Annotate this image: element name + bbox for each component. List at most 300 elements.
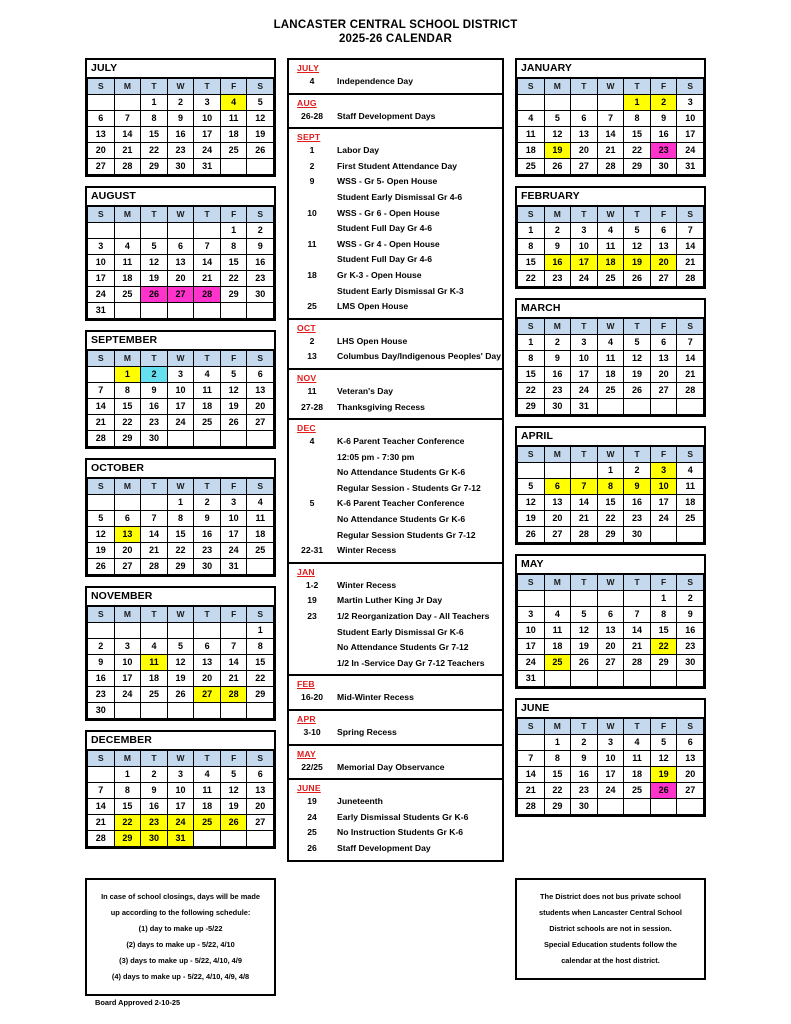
day-cell-17[interactable]: 17 <box>597 767 624 783</box>
day-cell-5[interactable]: 5 <box>167 639 194 655</box>
day-cell-19[interactable]: 19 <box>544 143 571 159</box>
day-cell-14[interactable]: 14 <box>88 399 115 415</box>
day-cell-8[interactable]: 8 <box>650 607 677 623</box>
day-cell-26[interactable]: 26 <box>220 815 247 831</box>
day-cell-11[interactable]: 11 <box>194 383 221 399</box>
day-cell-2[interactable]: 2 <box>544 223 571 239</box>
day-cell-14[interactable]: 14 <box>624 623 651 639</box>
day-cell-2[interactable]: 2 <box>194 495 221 511</box>
day-cell-26[interactable]: 26 <box>247 143 274 159</box>
day-cell-9[interactable]: 9 <box>544 239 571 255</box>
day-cell-16[interactable]: 16 <box>141 399 168 415</box>
day-cell-28[interactable]: 28 <box>194 287 221 303</box>
day-cell-28[interactable]: 28 <box>624 655 651 671</box>
day-cell-5[interactable]: 5 <box>141 239 168 255</box>
day-cell-2[interactable]: 2 <box>677 591 704 607</box>
day-cell-29[interactable]: 29 <box>624 159 651 175</box>
day-cell-27[interactable]: 27 <box>597 655 624 671</box>
day-cell-24[interactable]: 24 <box>571 271 598 287</box>
day-cell-23[interactable]: 23 <box>544 271 571 287</box>
day-cell-16[interactable]: 16 <box>544 367 571 383</box>
day-cell-31[interactable]: 31 <box>571 399 598 415</box>
day-cell-8[interactable]: 8 <box>141 111 168 127</box>
day-cell-28[interactable]: 28 <box>220 687 247 703</box>
day-cell-7[interactable]: 7 <box>571 479 598 495</box>
day-cell-7[interactable]: 7 <box>677 335 704 351</box>
day-cell-14[interactable]: 14 <box>571 495 598 511</box>
day-cell-28[interactable]: 28 <box>88 831 115 847</box>
day-cell-12[interactable]: 12 <box>571 623 598 639</box>
day-cell-18[interactable]: 18 <box>544 639 571 655</box>
day-cell-13[interactable]: 13 <box>544 495 571 511</box>
day-cell-15[interactable]: 15 <box>167 527 194 543</box>
day-cell-23[interactable]: 23 <box>571 783 598 799</box>
day-cell-20[interactable]: 20 <box>88 143 115 159</box>
day-cell-13[interactable]: 13 <box>114 527 141 543</box>
day-cell-3[interactable]: 3 <box>571 335 598 351</box>
day-cell-21[interactable]: 21 <box>517 783 544 799</box>
day-cell-4[interactable]: 4 <box>544 607 571 623</box>
day-cell-23[interactable]: 23 <box>88 687 115 703</box>
day-cell-28[interactable]: 28 <box>677 271 704 287</box>
day-cell-20[interactable]: 20 <box>247 799 274 815</box>
day-cell-4[interactable]: 4 <box>624 735 651 751</box>
day-cell-3[interactable]: 3 <box>114 639 141 655</box>
day-cell-10[interactable]: 10 <box>220 511 247 527</box>
day-cell-25[interactable]: 25 <box>624 783 651 799</box>
day-cell-13[interactable]: 13 <box>650 239 677 255</box>
day-cell-29[interactable]: 29 <box>247 687 274 703</box>
day-cell-22[interactable]: 22 <box>114 415 141 431</box>
day-cell-1[interactable]: 1 <box>220 223 247 239</box>
day-cell-30[interactable]: 30 <box>141 431 168 447</box>
day-cell-12[interactable]: 12 <box>650 751 677 767</box>
day-cell-18[interactable]: 18 <box>677 495 704 511</box>
day-cell-28[interactable]: 28 <box>597 159 624 175</box>
day-cell-6[interactable]: 6 <box>677 735 704 751</box>
day-cell-15[interactable]: 15 <box>114 399 141 415</box>
day-cell-19[interactable]: 19 <box>624 255 651 271</box>
day-cell-2[interactable]: 2 <box>571 735 598 751</box>
day-cell-7[interactable]: 7 <box>88 783 115 799</box>
day-cell-7[interactable]: 7 <box>141 511 168 527</box>
day-cell-22[interactable]: 22 <box>517 271 544 287</box>
day-cell-24[interactable]: 24 <box>114 687 141 703</box>
day-cell-9[interactable]: 9 <box>544 351 571 367</box>
day-cell-7[interactable]: 7 <box>88 383 115 399</box>
day-cell-1[interactable]: 1 <box>517 335 544 351</box>
day-cell-10[interactable]: 10 <box>650 479 677 495</box>
day-cell-8[interactable]: 8 <box>247 639 274 655</box>
day-cell-16[interactable]: 16 <box>194 527 221 543</box>
day-cell-24[interactable]: 24 <box>650 511 677 527</box>
day-cell-11[interactable]: 11 <box>677 479 704 495</box>
day-cell-24[interactable]: 24 <box>88 287 115 303</box>
day-cell-28[interactable]: 28 <box>88 431 115 447</box>
day-cell-29[interactable]: 29 <box>220 287 247 303</box>
day-cell-18[interactable]: 18 <box>220 127 247 143</box>
day-cell-3[interactable]: 3 <box>677 95 704 111</box>
day-cell-19[interactable]: 19 <box>88 543 115 559</box>
day-cell-25[interactable]: 25 <box>597 383 624 399</box>
day-cell-3[interactable]: 3 <box>571 223 598 239</box>
day-cell-27[interactable]: 27 <box>88 159 115 175</box>
day-cell-1[interactable]: 1 <box>114 767 141 783</box>
day-cell-11[interactable]: 11 <box>624 751 651 767</box>
day-cell-27[interactable]: 27 <box>247 815 274 831</box>
day-cell-4[interactable]: 4 <box>141 639 168 655</box>
day-cell-12[interactable]: 12 <box>141 255 168 271</box>
day-cell-10[interactable]: 10 <box>571 351 598 367</box>
day-cell-6[interactable]: 6 <box>114 511 141 527</box>
day-cell-15[interactable]: 15 <box>141 127 168 143</box>
day-cell-6[interactable]: 6 <box>194 639 221 655</box>
day-cell-11[interactable]: 11 <box>544 623 571 639</box>
day-cell-24[interactable]: 24 <box>194 143 221 159</box>
day-cell-14[interactable]: 14 <box>517 767 544 783</box>
day-cell-3[interactable]: 3 <box>194 95 221 111</box>
day-cell-3[interactable]: 3 <box>167 767 194 783</box>
day-cell-3[interactable]: 3 <box>167 367 194 383</box>
day-cell-19[interactable]: 19 <box>141 271 168 287</box>
day-cell-14[interactable]: 14 <box>677 351 704 367</box>
day-cell-4[interactable]: 4 <box>517 111 544 127</box>
day-cell-1[interactable]: 1 <box>247 623 274 639</box>
day-cell-18[interactable]: 18 <box>247 527 274 543</box>
day-cell-12[interactable]: 12 <box>220 383 247 399</box>
day-cell-20[interactable]: 20 <box>194 671 221 687</box>
day-cell-5[interactable]: 5 <box>624 223 651 239</box>
day-cell-23[interactable]: 23 <box>141 815 168 831</box>
day-cell-2[interactable]: 2 <box>141 367 168 383</box>
day-cell-8[interactable]: 8 <box>597 479 624 495</box>
day-cell-30[interactable]: 30 <box>677 655 704 671</box>
day-cell-5[interactable]: 5 <box>220 367 247 383</box>
day-cell-4[interactable]: 4 <box>677 463 704 479</box>
day-cell-25[interactable]: 25 <box>194 815 221 831</box>
day-cell-16[interactable]: 16 <box>167 127 194 143</box>
day-cell-2[interactable]: 2 <box>88 639 115 655</box>
day-cell-17[interactable]: 17 <box>88 271 115 287</box>
day-cell-13[interactable]: 13 <box>194 655 221 671</box>
day-cell-17[interactable]: 17 <box>167 799 194 815</box>
day-cell-13[interactable]: 13 <box>247 783 274 799</box>
day-cell-21[interactable]: 21 <box>677 367 704 383</box>
day-cell-7[interactable]: 7 <box>677 223 704 239</box>
day-cell-14[interactable]: 14 <box>141 527 168 543</box>
day-cell-21[interactable]: 21 <box>194 271 221 287</box>
day-cell-21[interactable]: 21 <box>141 543 168 559</box>
day-cell-17[interactable]: 17 <box>677 127 704 143</box>
day-cell-25[interactable]: 25 <box>194 415 221 431</box>
day-cell-12[interactable]: 12 <box>247 111 274 127</box>
day-cell-24[interactable]: 24 <box>220 543 247 559</box>
day-cell-11[interactable]: 11 <box>247 511 274 527</box>
day-cell-21[interactable]: 21 <box>88 415 115 431</box>
day-cell-16[interactable]: 16 <box>544 255 571 271</box>
day-cell-19[interactable]: 19 <box>517 511 544 527</box>
day-cell-6[interactable]: 6 <box>88 111 115 127</box>
day-cell-14[interactable]: 14 <box>220 655 247 671</box>
day-cell-28[interactable]: 28 <box>517 799 544 815</box>
day-cell-24[interactable]: 24 <box>571 383 598 399</box>
day-cell-17[interactable]: 17 <box>194 127 221 143</box>
day-cell-27[interactable]: 27 <box>677 783 704 799</box>
day-cell-2[interactable]: 2 <box>544 335 571 351</box>
day-cell-21[interactable]: 21 <box>114 143 141 159</box>
day-cell-12[interactable]: 12 <box>88 527 115 543</box>
day-cell-1[interactable]: 1 <box>650 591 677 607</box>
day-cell-5[interactable]: 5 <box>220 767 247 783</box>
day-cell-10[interactable]: 10 <box>194 111 221 127</box>
day-cell-8[interactable]: 8 <box>624 111 651 127</box>
day-cell-4[interactable]: 4 <box>220 95 247 111</box>
day-cell-31[interactable]: 31 <box>220 559 247 575</box>
day-cell-16[interactable]: 16 <box>141 799 168 815</box>
day-cell-15[interactable]: 15 <box>624 127 651 143</box>
day-cell-21[interactable]: 21 <box>624 639 651 655</box>
day-cell-18[interactable]: 18 <box>141 671 168 687</box>
day-cell-22[interactable]: 22 <box>247 671 274 687</box>
day-cell-23[interactable]: 23 <box>247 271 274 287</box>
day-cell-16[interactable]: 16 <box>247 255 274 271</box>
day-cell-29[interactable]: 29 <box>141 159 168 175</box>
day-cell-16[interactable]: 16 <box>650 127 677 143</box>
day-cell-15[interactable]: 15 <box>247 655 274 671</box>
day-cell-11[interactable]: 11 <box>597 351 624 367</box>
day-cell-2[interactable]: 2 <box>141 767 168 783</box>
day-cell-8[interactable]: 8 <box>167 511 194 527</box>
day-cell-30[interactable]: 30 <box>88 703 115 719</box>
day-cell-27[interactable]: 27 <box>571 159 598 175</box>
day-cell-6[interactable]: 6 <box>650 223 677 239</box>
day-cell-23[interactable]: 23 <box>624 511 651 527</box>
day-cell-15[interactable]: 15 <box>517 255 544 271</box>
day-cell-15[interactable]: 15 <box>114 799 141 815</box>
day-cell-26[interactable]: 26 <box>167 687 194 703</box>
day-cell-29[interactable]: 29 <box>167 559 194 575</box>
day-cell-6[interactable]: 6 <box>650 335 677 351</box>
day-cell-17[interactable]: 17 <box>114 671 141 687</box>
day-cell-26[interactable]: 26 <box>88 559 115 575</box>
day-cell-23[interactable]: 23 <box>141 415 168 431</box>
day-cell-25[interactable]: 25 <box>141 687 168 703</box>
day-cell-13[interactable]: 13 <box>88 127 115 143</box>
day-cell-9[interactable]: 9 <box>571 751 598 767</box>
day-cell-11[interactable]: 11 <box>114 255 141 271</box>
day-cell-18[interactable]: 18 <box>597 255 624 271</box>
day-cell-15[interactable]: 15 <box>220 255 247 271</box>
day-cell-7[interactable]: 7 <box>517 751 544 767</box>
day-cell-25[interactable]: 25 <box>247 543 274 559</box>
day-cell-27[interactable]: 27 <box>167 287 194 303</box>
day-cell-2[interactable]: 2 <box>247 223 274 239</box>
day-cell-27[interactable]: 27 <box>650 383 677 399</box>
day-cell-30[interactable]: 30 <box>167 159 194 175</box>
day-cell-8[interactable]: 8 <box>544 751 571 767</box>
day-cell-23[interactable]: 23 <box>194 543 221 559</box>
day-cell-6[interactable]: 6 <box>597 607 624 623</box>
day-cell-10[interactable]: 10 <box>167 383 194 399</box>
day-cell-16[interactable]: 16 <box>88 671 115 687</box>
day-cell-6[interactable]: 6 <box>247 767 274 783</box>
day-cell-20[interactable]: 20 <box>544 511 571 527</box>
day-cell-27[interactable]: 27 <box>650 271 677 287</box>
day-cell-5[interactable]: 5 <box>650 735 677 751</box>
day-cell-10[interactable]: 10 <box>114 655 141 671</box>
day-cell-18[interactable]: 18 <box>517 143 544 159</box>
day-cell-25[interactable]: 25 <box>517 159 544 175</box>
day-cell-2[interactable]: 2 <box>167 95 194 111</box>
day-cell-25[interactable]: 25 <box>544 655 571 671</box>
day-cell-3[interactable]: 3 <box>650 463 677 479</box>
day-cell-18[interactable]: 18 <box>624 767 651 783</box>
day-cell-26[interactable]: 26 <box>517 527 544 543</box>
day-cell-11[interactable]: 11 <box>597 239 624 255</box>
day-cell-10[interactable]: 10 <box>571 239 598 255</box>
day-cell-30[interactable]: 30 <box>247 287 274 303</box>
day-cell-27[interactable]: 27 <box>544 527 571 543</box>
day-cell-20[interactable]: 20 <box>571 143 598 159</box>
day-cell-10[interactable]: 10 <box>517 623 544 639</box>
day-cell-12[interactable]: 12 <box>544 127 571 143</box>
day-cell-7[interactable]: 7 <box>597 111 624 127</box>
day-cell-22[interactable]: 22 <box>597 511 624 527</box>
day-cell-12[interactable]: 12 <box>624 239 651 255</box>
day-cell-9[interactable]: 9 <box>624 479 651 495</box>
day-cell-13[interactable]: 13 <box>571 127 598 143</box>
day-cell-22[interactable]: 22 <box>624 143 651 159</box>
day-cell-15[interactable]: 15 <box>544 767 571 783</box>
day-cell-15[interactable]: 15 <box>517 367 544 383</box>
day-cell-21[interactable]: 21 <box>220 671 247 687</box>
day-cell-11[interactable]: 11 <box>220 111 247 127</box>
day-cell-9[interactable]: 9 <box>88 655 115 671</box>
day-cell-3[interactable]: 3 <box>517 607 544 623</box>
day-cell-9[interactable]: 9 <box>650 111 677 127</box>
day-cell-1[interactable]: 1 <box>597 463 624 479</box>
day-cell-21[interactable]: 21 <box>677 255 704 271</box>
day-cell-1[interactable]: 1 <box>517 223 544 239</box>
day-cell-28[interactable]: 28 <box>677 383 704 399</box>
day-cell-19[interactable]: 19 <box>247 127 274 143</box>
day-cell-14[interactable]: 14 <box>88 799 115 815</box>
day-cell-16[interactable]: 16 <box>677 623 704 639</box>
day-cell-29[interactable]: 29 <box>650 655 677 671</box>
day-cell-26[interactable]: 26 <box>141 287 168 303</box>
day-cell-3[interactable]: 3 <box>220 495 247 511</box>
day-cell-9[interactable]: 9 <box>194 511 221 527</box>
day-cell-4[interactable]: 4 <box>597 223 624 239</box>
day-cell-20[interactable]: 20 <box>247 399 274 415</box>
day-cell-5[interactable]: 5 <box>247 95 274 111</box>
day-cell-19[interactable]: 19 <box>220 799 247 815</box>
day-cell-15[interactable]: 15 <box>597 495 624 511</box>
day-cell-13[interactable]: 13 <box>597 623 624 639</box>
day-cell-23[interactable]: 23 <box>650 143 677 159</box>
day-cell-13[interactable]: 13 <box>247 383 274 399</box>
day-cell-4[interactable]: 4 <box>194 367 221 383</box>
day-cell-5[interactable]: 5 <box>88 511 115 527</box>
day-cell-20[interactable]: 20 <box>167 271 194 287</box>
day-cell-14[interactable]: 14 <box>597 127 624 143</box>
day-cell-17[interactable]: 17 <box>571 255 598 271</box>
day-cell-9[interactable]: 9 <box>141 383 168 399</box>
day-cell-23[interactable]: 23 <box>167 143 194 159</box>
day-cell-26[interactable]: 26 <box>624 271 651 287</box>
day-cell-24[interactable]: 24 <box>167 815 194 831</box>
day-cell-8[interactable]: 8 <box>517 351 544 367</box>
day-cell-23[interactable]: 23 <box>677 639 704 655</box>
day-cell-9[interactable]: 9 <box>677 607 704 623</box>
day-cell-11[interactable]: 11 <box>141 655 168 671</box>
day-cell-6[interactable]: 6 <box>247 367 274 383</box>
day-cell-8[interactable]: 8 <box>114 383 141 399</box>
day-cell-29[interactable]: 29 <box>114 431 141 447</box>
day-cell-30[interactable]: 30 <box>650 159 677 175</box>
day-cell-14[interactable]: 14 <box>677 239 704 255</box>
day-cell-20[interactable]: 20 <box>650 367 677 383</box>
day-cell-19[interactable]: 19 <box>624 367 651 383</box>
day-cell-19[interactable]: 19 <box>650 767 677 783</box>
day-cell-28[interactable]: 28 <box>114 159 141 175</box>
day-cell-19[interactable]: 19 <box>167 671 194 687</box>
day-cell-28[interactable]: 28 <box>571 527 598 543</box>
day-cell-17[interactable]: 17 <box>167 399 194 415</box>
day-cell-1[interactable]: 1 <box>167 495 194 511</box>
day-cell-29[interactable]: 29 <box>597 527 624 543</box>
day-cell-31[interactable]: 31 <box>167 831 194 847</box>
day-cell-21[interactable]: 21 <box>88 815 115 831</box>
day-cell-29[interactable]: 29 <box>544 799 571 815</box>
day-cell-31[interactable]: 31 <box>194 159 221 175</box>
day-cell-6[interactable]: 6 <box>544 479 571 495</box>
day-cell-10[interactable]: 10 <box>88 255 115 271</box>
day-cell-7[interactable]: 7 <box>194 239 221 255</box>
day-cell-8[interactable]: 8 <box>517 239 544 255</box>
day-cell-7[interactable]: 7 <box>624 607 651 623</box>
day-cell-14[interactable]: 14 <box>114 127 141 143</box>
day-cell-1[interactable]: 1 <box>114 367 141 383</box>
day-cell-5[interactable]: 5 <box>624 335 651 351</box>
day-cell-16[interactable]: 16 <box>571 767 598 783</box>
day-cell-12[interactable]: 12 <box>517 495 544 511</box>
day-cell-26[interactable]: 26 <box>650 783 677 799</box>
day-cell-20[interactable]: 20 <box>597 639 624 655</box>
day-cell-27[interactable]: 27 <box>194 687 221 703</box>
day-cell-3[interactable]: 3 <box>88 239 115 255</box>
day-cell-12[interactable]: 12 <box>167 655 194 671</box>
day-cell-24[interactable]: 24 <box>677 143 704 159</box>
day-cell-7[interactable]: 7 <box>220 639 247 655</box>
day-cell-22[interactable]: 22 <box>517 383 544 399</box>
day-cell-15[interactable]: 15 <box>650 623 677 639</box>
day-cell-31[interactable]: 31 <box>517 671 544 687</box>
day-cell-17[interactable]: 17 <box>517 639 544 655</box>
day-cell-18[interactable]: 18 <box>114 271 141 287</box>
day-cell-22[interactable]: 22 <box>220 271 247 287</box>
day-cell-10[interactable]: 10 <box>167 783 194 799</box>
day-cell-29[interactable]: 29 <box>114 831 141 847</box>
day-cell-31[interactable]: 31 <box>88 303 115 319</box>
day-cell-22[interactable]: 22 <box>650 639 677 655</box>
day-cell-26[interactable]: 26 <box>624 383 651 399</box>
day-cell-11[interactable]: 11 <box>194 783 221 799</box>
day-cell-24[interactable]: 24 <box>597 783 624 799</box>
day-cell-12[interactable]: 12 <box>624 351 651 367</box>
day-cell-26[interactable]: 26 <box>220 415 247 431</box>
day-cell-21[interactable]: 21 <box>597 143 624 159</box>
